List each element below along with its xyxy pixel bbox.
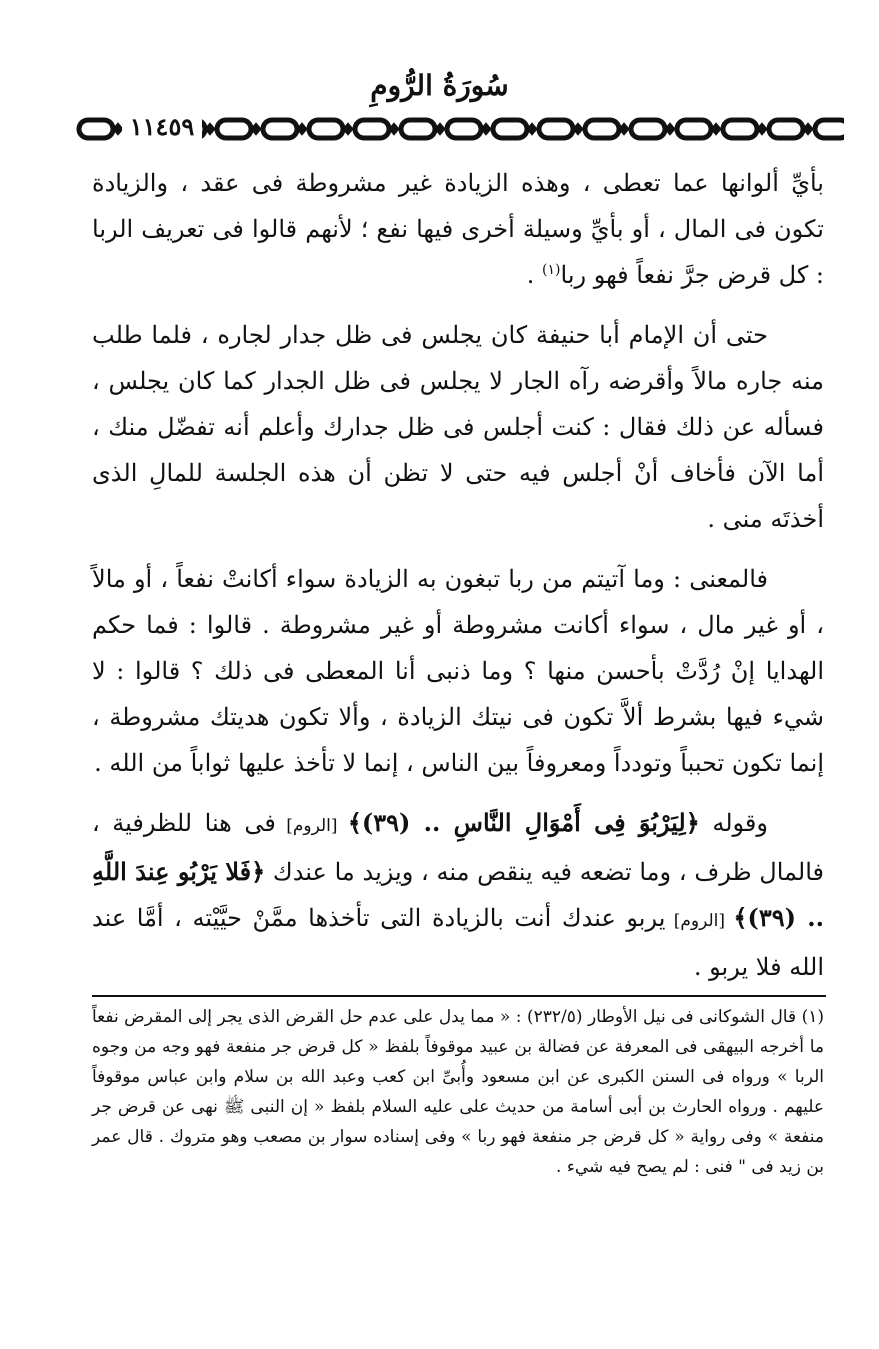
paragraph-4-lead: وقوله <box>699 809 768 837</box>
footnote-number: (١) <box>801 1007 825 1027</box>
paragraph-4-tail: يربو عندك أنت بالزيادة التى تأخذها ممَّنْ حيَّيْته ، أمَّا عند الله فلا يربو . <box>92 904 824 981</box>
paragraph-1 <box>92 160 824 298</box>
footnotes <box>92 1002 824 1182</box>
ornament-link <box>815 120 844 138</box>
ornament-link <box>539 120 573 138</box>
page-number: ١١٤٥٩ <box>122 110 202 144</box>
quran-verse-1: ﴿لِيَرْبُوَ فِى أَمْوَالِ النَّاسِ .. (٣٩)﴾ <box>347 808 700 837</box>
paragraph-3: فالمعنى : وما آتيتم من ربا تبغون به الزيادة سواء أكانتْ نفعاً ، أو مالاً ، أو غير مال ، سواء أكانت مشروطة أو غير مشروطة . قالوا : فما حكم الهدايا إنْ رُدَّتْ بأحسن منها ؟ وما ذنبى أنا المعطى فى ذلك ؟ قالوا : لا شيء فيها بشرط ألاَّ تكون فى نيتك الزيادة ، وألا تكون هديتك مشروطة ، إنما تكون تحبباً وتودداً ومعروفاً بين الناس ، إنما لا تأخذ عليها ثواباً من الله . <box>92 565 824 777</box>
paragraph-1-tail: . <box>526 261 543 289</box>
ornament-link <box>585 120 619 138</box>
paragraph-4 <box>92 800 824 990</box>
footnote-1 <box>92 1002 824 1182</box>
ornament-link <box>355 120 389 138</box>
ornament-link <box>79 120 113 138</box>
paragraph-1-text: بأيِّ ألوانها عما تعطى ، وهذه الزيادة غير مشروطة فى عقد ، والزيادة تكون فى المال ، أو بأيِّ وسيلة أخرى فيها نفع ؛ لأنهم قالوا فى تعريف الربا : كل قرض جرَّ نفعاً فهو ربا <box>92 169 824 289</box>
surah-reference-2: [الروم] <box>665 911 734 931</box>
ornament-link <box>309 120 343 138</box>
surah-title: سُورَةُ الرُّومِ <box>370 69 509 102</box>
ornament-link <box>677 120 711 138</box>
paragraph-2: حتى أن الإمام أبا حنيفة كان يجلس فى ظل جدار لجاره ، فلما طلب منه جاره مالاً وأقرضه رآه الجار لا يجلس فى ظل الجدار كما كان يجلس ، فسأله عن ذلك فقال : كنت أجلس فى ظل جدارك وأعلم أنه تفضّل منك ، أما الآن فأخاف أنْ أجلس فيه حتى لا تظن أن هذه الجلسة للمالِ الذى أخذتَه منى . <box>92 321 824 533</box>
main-text <box>92 160 824 990</box>
surah-reference-1: [الروم] <box>275 816 348 836</box>
ornament-link <box>493 120 527 138</box>
footnote-marker: (١) <box>542 262 561 278</box>
ornament-link <box>447 120 481 138</box>
ornament-link <box>401 120 435 138</box>
footnote-divider <box>92 995 826 997</box>
footnote-text: قال الشوكانى فى نيل الأوطار (٢٣٢/٥) : « مما يدل على عدم حل القرض الذى يجر إلى المقرض نفعاً ما أخرجه البيهقى فى المعرفة عن فضالة بن عبيد موقوفاً بلفظ « كل قرض جر منفعة فهو وجه من وجوه الربا » ورواه فى السنن الكبرى عن ابن مسعود وأُبىِّ ابن كعب وعبد الله بن سلام وابن عباس موقوفاً عليهم . ورواه الحارث بن أبى أسامة من حديث على عليه السلام بلفظ « إن النبى ﷺ نهى عن قرض جر منفعة » وفى رواية « كل قرض جر منفعة فهو ربا » وفى إسناده سوار بن مصعب وهو متروك . قال عمر بن زيد فى " فنى : لم يصح فيه شيء . <box>92 1007 824 1177</box>
paragraph-4-mid: فى هنا للظرفية ، فالمال ظرف ، وما تضعه فيه ينقص منه ، ويزيد ما عندك <box>92 809 825 886</box>
ornament-link <box>631 120 665 138</box>
quran-verse-2: ﴿فَلا يَرْبُو عِندَ اللَّهِ .. (٣٩)﴾ <box>92 857 825 932</box>
ornament-link <box>217 120 251 138</box>
ornament-link <box>263 120 297 138</box>
ornament-link <box>769 120 803 138</box>
ornament-link <box>723 120 757 138</box>
